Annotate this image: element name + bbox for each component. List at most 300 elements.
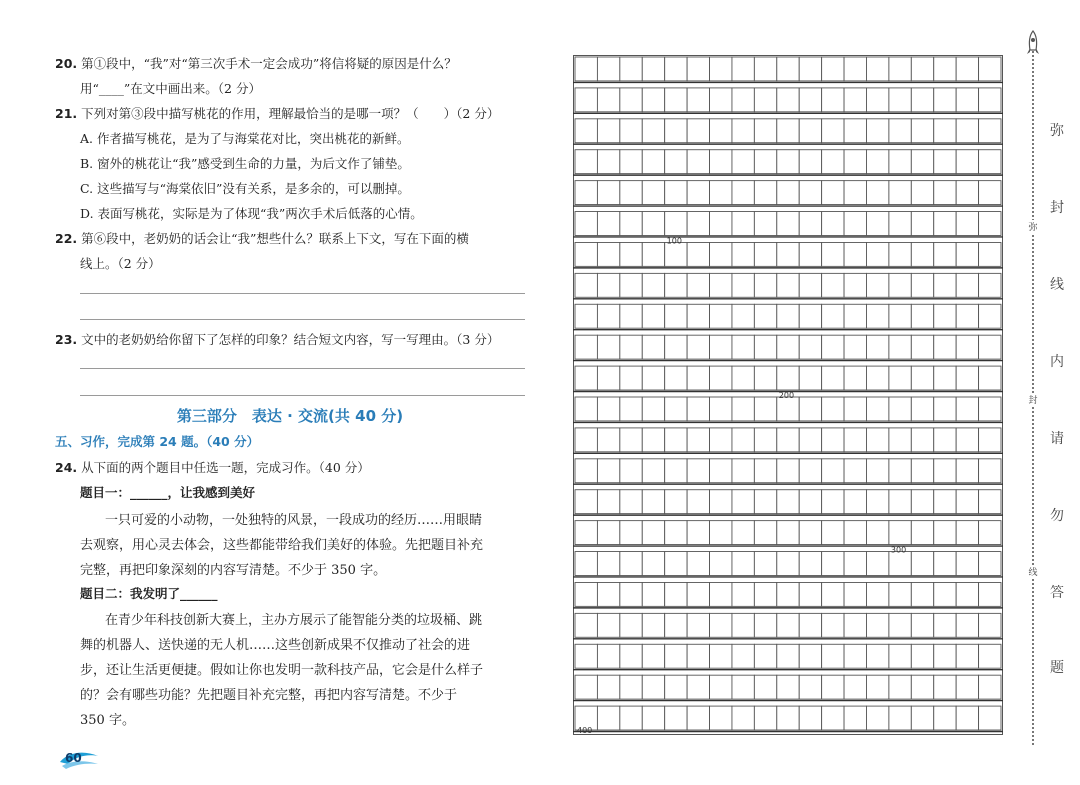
grid-cell[interactable]	[597, 150, 619, 174]
grid-cell[interactable]	[844, 335, 866, 359]
grid-cell[interactable]	[575, 675, 597, 699]
grid-cell[interactable]	[866, 644, 888, 668]
grid-cell[interactable]	[822, 57, 844, 81]
grid-cell[interactable]	[911, 613, 933, 637]
grid-cell[interactable]	[866, 119, 888, 143]
grid-cell[interactable]	[575, 119, 597, 143]
grid-cell[interactable]	[710, 644, 732, 668]
grid-cell[interactable]	[710, 242, 732, 266]
grid-cell[interactable]	[844, 706, 866, 730]
grid-cell[interactable]	[754, 273, 776, 297]
grid-cell[interactable]	[934, 459, 956, 483]
grid-cell[interactable]	[956, 582, 978, 606]
grid-cell[interactable]	[844, 150, 866, 174]
grid-cell[interactable]	[665, 304, 687, 328]
grid-cell[interactable]	[956, 150, 978, 174]
grid-cell[interactable]	[754, 552, 776, 576]
grid-cell[interactable]	[979, 397, 1001, 421]
grid-cell[interactable]	[687, 304, 709, 328]
grid-cell[interactable]	[911, 706, 933, 730]
grid-cell[interactable]	[687, 521, 709, 545]
grid-cell[interactable]	[665, 521, 687, 545]
grid-cell[interactable]	[979, 366, 1001, 390]
grid-cell[interactable]	[844, 57, 866, 81]
grid-cell[interactable]	[642, 675, 664, 699]
grid-cell[interactable]	[866, 613, 888, 637]
grid-cell[interactable]	[799, 150, 821, 174]
grid-cell[interactable]	[911, 644, 933, 668]
grid-cell[interactable]	[687, 273, 709, 297]
grid-cell[interactable]	[754, 397, 776, 421]
grid-cell[interactable]	[979, 459, 1001, 483]
grid-cell[interactable]	[710, 212, 732, 236]
grid-cell[interactable]	[575, 428, 597, 452]
grid-cell[interactable]	[866, 273, 888, 297]
grid-cell[interactable]	[754, 675, 776, 699]
grid-cell[interactable]	[777, 706, 799, 730]
grid-cell[interactable]	[777, 335, 799, 359]
grid-cell[interactable]	[866, 88, 888, 112]
grid-cell[interactable]	[777, 582, 799, 606]
grid-cell[interactable]	[620, 582, 642, 606]
grid-cell[interactable]	[665, 490, 687, 514]
grid-cell[interactable]	[665, 613, 687, 637]
grid-cell[interactable]	[687, 428, 709, 452]
grid-cell[interactable]	[956, 335, 978, 359]
grid-cell[interactable]	[710, 459, 732, 483]
grid-cell[interactable]	[911, 459, 933, 483]
grid-cell[interactable]	[597, 675, 619, 699]
grid-cell[interactable]	[732, 490, 754, 514]
grid-cell[interactable]	[777, 212, 799, 236]
grid-cell[interactable]	[575, 459, 597, 483]
grid-cell[interactable]	[889, 459, 911, 483]
grid-cell[interactable]	[956, 181, 978, 205]
grid-cell[interactable]	[956, 366, 978, 390]
grid-cell[interactable]	[777, 366, 799, 390]
grid-cell[interactable]	[844, 521, 866, 545]
grid-cell[interactable]	[956, 428, 978, 452]
grid-cell[interactable]	[934, 613, 956, 637]
grid-cell[interactable]	[911, 582, 933, 606]
grid-cell[interactable]	[866, 397, 888, 421]
grid-cell[interactable]	[866, 57, 888, 81]
grid-cell[interactable]	[911, 335, 933, 359]
grid-cell[interactable]	[844, 212, 866, 236]
grid-cell[interactable]	[889, 150, 911, 174]
grid-cell[interactable]	[911, 521, 933, 545]
grid-cell[interactable]	[665, 119, 687, 143]
grid-cell[interactable]	[620, 613, 642, 637]
grid-cell[interactable]	[979, 428, 1001, 452]
grid-cell[interactable]	[620, 57, 642, 81]
grid-cell[interactable]	[732, 212, 754, 236]
grid-cell[interactable]	[911, 675, 933, 699]
grid-cell[interactable]	[844, 613, 866, 637]
grid-cell[interactable]	[822, 119, 844, 143]
grid-cell[interactable]	[665, 428, 687, 452]
grid-cell[interactable]	[934, 582, 956, 606]
grid-cell[interactable]	[866, 706, 888, 730]
grid-cell[interactable]	[934, 181, 956, 205]
grid-cell[interactable]	[642, 613, 664, 637]
grid-cell[interactable]	[822, 397, 844, 421]
grid-cell[interactable]	[889, 88, 911, 112]
grid-cell[interactable]	[642, 706, 664, 730]
grid-cell[interactable]	[979, 181, 1001, 205]
grid-cell[interactable]	[889, 706, 911, 730]
grid-cell[interactable]	[777, 242, 799, 266]
grid-cell[interactable]	[934, 335, 956, 359]
grid-cell[interactable]	[934, 644, 956, 668]
grid-cell[interactable]	[934, 366, 956, 390]
grid-cell[interactable]	[575, 57, 597, 81]
writing-grid[interactable]	[573, 55, 1003, 735]
grid-cell[interactable]	[866, 150, 888, 174]
grid-cell[interactable]	[822, 150, 844, 174]
grid-cell[interactable]	[799, 273, 821, 297]
grid-cell[interactable]	[777, 88, 799, 112]
grid-cell[interactable]	[710, 428, 732, 452]
grid-cell[interactable]	[687, 675, 709, 699]
grid-cell[interactable]	[642, 57, 664, 81]
grid-cell[interactable]	[710, 335, 732, 359]
grid-cell[interactable]	[777, 397, 799, 421]
grid-cell[interactable]	[687, 552, 709, 576]
grid-cell[interactable]	[597, 397, 619, 421]
grid-cell[interactable]	[710, 181, 732, 205]
grid-cell[interactable]	[620, 366, 642, 390]
grid-cell[interactable]	[911, 150, 933, 174]
grid-cell[interactable]	[934, 304, 956, 328]
grid-cell[interactable]	[799, 644, 821, 668]
grid-cell[interactable]	[597, 273, 619, 297]
grid-cell[interactable]	[597, 366, 619, 390]
grid-cell[interactable]	[889, 273, 911, 297]
grid-cell[interactable]	[597, 57, 619, 81]
grid-cell[interactable]	[754, 428, 776, 452]
grid-cell[interactable]	[822, 273, 844, 297]
grid-cell[interactable]	[822, 582, 844, 606]
grid-cell[interactable]	[911, 119, 933, 143]
grid-cell[interactable]	[956, 521, 978, 545]
grid-cell[interactable]	[799, 428, 821, 452]
grid-cell[interactable]	[844, 119, 866, 143]
grid-cell[interactable]	[979, 304, 1001, 328]
option-b[interactable]: B. 窗外的桃花让“我”感受到生命的力量，为后文作了铺垫。	[80, 156, 410, 171]
grid-cell[interactable]	[575, 335, 597, 359]
grid-cell[interactable]	[754, 521, 776, 545]
grid-cell[interactable]	[642, 88, 664, 112]
grid-cell[interactable]	[732, 150, 754, 174]
grid-cell[interactable]	[732, 613, 754, 637]
grid-cell[interactable]	[889, 552, 911, 576]
grid-cell[interactable]	[732, 366, 754, 390]
grid-cell[interactable]	[979, 273, 1001, 297]
grid-cell[interactable]	[822, 552, 844, 576]
grid-cell[interactable]	[889, 397, 911, 421]
grid-cell[interactable]	[799, 582, 821, 606]
grid-cell[interactable]	[710, 366, 732, 390]
grid-cell[interactable]	[822, 366, 844, 390]
grid-cell[interactable]	[732, 582, 754, 606]
grid-cell[interactable]	[934, 150, 956, 174]
grid-cell[interactable]	[889, 242, 911, 266]
grid-cell[interactable]	[575, 644, 597, 668]
grid-cell[interactable]	[911, 57, 933, 81]
grid-cell[interactable]	[979, 212, 1001, 236]
grid-cell[interactable]	[956, 212, 978, 236]
grid-cell[interactable]	[754, 459, 776, 483]
grid-cell[interactable]	[866, 552, 888, 576]
grid-cell[interactable]	[620, 428, 642, 452]
grid-cell[interactable]	[956, 88, 978, 112]
grid-cell[interactable]	[732, 304, 754, 328]
grid-cell[interactable]	[799, 57, 821, 81]
grid-cell[interactable]	[934, 490, 956, 514]
grid-cell[interactable]	[777, 490, 799, 514]
grid-cell[interactable]	[575, 613, 597, 637]
grid-cell[interactable]	[665, 582, 687, 606]
grid-cell[interactable]	[665, 366, 687, 390]
grid-cell[interactable]	[889, 428, 911, 452]
grid-cell[interactable]	[642, 397, 664, 421]
grid-cell[interactable]	[710, 582, 732, 606]
grid-cell[interactable]	[597, 304, 619, 328]
grid-cell[interactable]	[799, 304, 821, 328]
grid-cell[interactable]	[934, 706, 956, 730]
grid-cell[interactable]	[844, 88, 866, 112]
grid-cell[interactable]	[799, 613, 821, 637]
grid-cell[interactable]	[934, 675, 956, 699]
grid-cell[interactable]	[754, 613, 776, 637]
grid-cell[interactable]	[934, 397, 956, 421]
grid-cell[interactable]	[934, 242, 956, 266]
grid-cell[interactable]	[642, 582, 664, 606]
grid-cell[interactable]	[575, 88, 597, 112]
grid-cell[interactable]	[754, 88, 776, 112]
grid-cell[interactable]	[956, 57, 978, 81]
grid-cell[interactable]	[799, 212, 821, 236]
grid-cell[interactable]	[710, 613, 732, 637]
grid-cell[interactable]	[642, 521, 664, 545]
grid-cell[interactable]	[732, 88, 754, 112]
grid-cell[interactable]	[979, 582, 1001, 606]
grid-cell[interactable]	[710, 273, 732, 297]
grid-cell[interactable]	[665, 335, 687, 359]
grid-cell[interactable]	[911, 397, 933, 421]
grid-cell[interactable]	[620, 212, 642, 236]
grid-cell[interactable]	[911, 366, 933, 390]
grid-cell[interactable]	[889, 366, 911, 390]
grid-cell[interactable]	[710, 57, 732, 81]
grid-cell[interactable]	[620, 242, 642, 266]
grid-cell[interactable]	[665, 57, 687, 81]
grid-cell[interactable]	[866, 582, 888, 606]
grid-cell[interactable]	[866, 181, 888, 205]
grid-cell[interactable]	[799, 335, 821, 359]
grid-cell[interactable]	[934, 521, 956, 545]
grid-cell[interactable]	[597, 521, 619, 545]
grid-cell[interactable]	[710, 304, 732, 328]
grid-cell[interactable]	[732, 242, 754, 266]
grid-cell[interactable]	[844, 304, 866, 328]
grid-cell[interactable]	[799, 397, 821, 421]
grid-cell[interactable]	[799, 706, 821, 730]
grid-cell[interactable]	[575, 273, 597, 297]
grid-cell[interactable]	[777, 428, 799, 452]
grid-cell[interactable]	[889, 304, 911, 328]
grid-cell[interactable]	[844, 273, 866, 297]
grid-cell[interactable]	[597, 212, 619, 236]
grid-cell[interactable]	[597, 428, 619, 452]
grid-cell[interactable]	[822, 88, 844, 112]
grid-cell[interactable]	[777, 459, 799, 483]
grid-cell[interactable]	[799, 88, 821, 112]
grid-cell[interactable]	[956, 304, 978, 328]
grid-cell[interactable]	[642, 242, 664, 266]
grid-cell[interactable]	[710, 706, 732, 730]
grid-cell[interactable]	[844, 428, 866, 452]
grid-cell[interactable]	[754, 150, 776, 174]
grid-cell[interactable]	[687, 613, 709, 637]
grid-cell[interactable]	[687, 88, 709, 112]
grid-cell[interactable]	[597, 242, 619, 266]
grid-cell[interactable]	[866, 304, 888, 328]
grid-cell[interactable]	[866, 212, 888, 236]
grid-cell[interactable]	[911, 552, 933, 576]
grid-cell[interactable]	[732, 521, 754, 545]
grid-cell[interactable]	[597, 119, 619, 143]
grid-cell[interactable]	[732, 459, 754, 483]
grid-cell[interactable]	[754, 212, 776, 236]
grid-cell[interactable]	[799, 552, 821, 576]
grid-cell[interactable]	[642, 459, 664, 483]
option-d[interactable]: D. 表面写桃花，实际是为了体现“我”两次手术后低落的心情。	[80, 206, 423, 221]
grid-cell[interactable]	[844, 582, 866, 606]
grid-cell[interactable]	[687, 57, 709, 81]
grid-cell[interactable]	[934, 273, 956, 297]
grid-cell[interactable]	[665, 552, 687, 576]
grid-cell[interactable]	[956, 706, 978, 730]
grid-cell[interactable]	[889, 57, 911, 81]
grid-cell[interactable]	[687, 397, 709, 421]
grid-cell[interactable]	[866, 335, 888, 359]
grid-cell[interactable]	[732, 675, 754, 699]
grid-cell[interactable]	[665, 397, 687, 421]
grid-cell[interactable]	[979, 613, 1001, 637]
grid-cell[interactable]	[822, 644, 844, 668]
grid-cell[interactable]	[620, 706, 642, 730]
grid-cell[interactable]	[575, 366, 597, 390]
grid-cell[interactable]	[665, 242, 687, 266]
grid-cell[interactable]	[866, 366, 888, 390]
grid-cell[interactable]	[620, 181, 642, 205]
grid-cell[interactable]	[956, 242, 978, 266]
grid-cell[interactable]	[732, 397, 754, 421]
grid-cell[interactable]	[665, 212, 687, 236]
grid-cell[interactable]	[754, 242, 776, 266]
grid-cell[interactable]	[597, 582, 619, 606]
grid-cell[interactable]	[597, 335, 619, 359]
grid-cell[interactable]	[777, 57, 799, 81]
answer-line[interactable]	[80, 319, 525, 320]
grid-cell[interactable]	[575, 397, 597, 421]
grid-cell[interactable]	[665, 273, 687, 297]
grid-cell[interactable]	[597, 181, 619, 205]
grid-cell[interactable]	[732, 273, 754, 297]
grid-cell[interactable]	[642, 428, 664, 452]
grid-cell[interactable]	[889, 335, 911, 359]
grid-cell[interactable]	[620, 644, 642, 668]
grid-cell[interactable]	[754, 304, 776, 328]
grid-cell[interactable]	[822, 521, 844, 545]
grid-cell[interactable]	[911, 428, 933, 452]
grid-cell[interactable]	[889, 521, 911, 545]
grid-cell[interactable]	[979, 675, 1001, 699]
grid-cell[interactable]	[732, 335, 754, 359]
grid-cell[interactable]	[687, 119, 709, 143]
grid-cell[interactable]	[822, 242, 844, 266]
grid-cell[interactable]	[620, 490, 642, 514]
grid-cell[interactable]	[754, 366, 776, 390]
grid-cell[interactable]	[687, 150, 709, 174]
grid-cell[interactable]	[642, 490, 664, 514]
grid-cell[interactable]	[754, 57, 776, 81]
grid-cell[interactable]	[777, 119, 799, 143]
grid-cell[interactable]	[754, 119, 776, 143]
grid-cell[interactable]	[597, 552, 619, 576]
grid-cell[interactable]	[665, 644, 687, 668]
grid-cell[interactable]	[956, 273, 978, 297]
grid-cell[interactable]	[822, 490, 844, 514]
grid-cell[interactable]	[732, 119, 754, 143]
grid-cell[interactable]	[979, 119, 1001, 143]
grid-cell[interactable]	[597, 706, 619, 730]
grid-cell[interactable]	[642, 181, 664, 205]
grid-cell[interactable]	[687, 459, 709, 483]
grid-cell[interactable]	[822, 212, 844, 236]
grid-cell[interactable]	[934, 212, 956, 236]
grid-cell[interactable]	[687, 181, 709, 205]
grid-cell[interactable]	[979, 57, 1001, 81]
grid-cell[interactable]	[799, 119, 821, 143]
grid-cell[interactable]	[754, 335, 776, 359]
grid-cell[interactable]	[777, 181, 799, 205]
grid-cell[interactable]	[575, 582, 597, 606]
grid-cell[interactable]	[822, 675, 844, 699]
grid-cell[interactable]	[732, 428, 754, 452]
grid-cell[interactable]	[687, 242, 709, 266]
answer-line[interactable]	[80, 395, 525, 396]
grid-cell[interactable]	[822, 613, 844, 637]
grid-cell[interactable]	[911, 304, 933, 328]
grid-cell[interactable]	[732, 644, 754, 668]
grid-cell[interactable]	[956, 675, 978, 699]
grid-cell[interactable]	[620, 304, 642, 328]
grid-cell[interactable]	[866, 459, 888, 483]
grid-cell[interactable]	[889, 675, 911, 699]
grid-cell[interactable]	[866, 428, 888, 452]
grid-cell[interactable]	[710, 675, 732, 699]
grid-cell[interactable]	[866, 490, 888, 514]
grid-cell[interactable]	[642, 119, 664, 143]
grid-cell[interactable]	[620, 119, 642, 143]
grid-cell[interactable]	[575, 490, 597, 514]
grid-cell[interactable]	[710, 150, 732, 174]
grid-cell[interactable]	[866, 675, 888, 699]
grid-cell[interactable]	[934, 88, 956, 112]
